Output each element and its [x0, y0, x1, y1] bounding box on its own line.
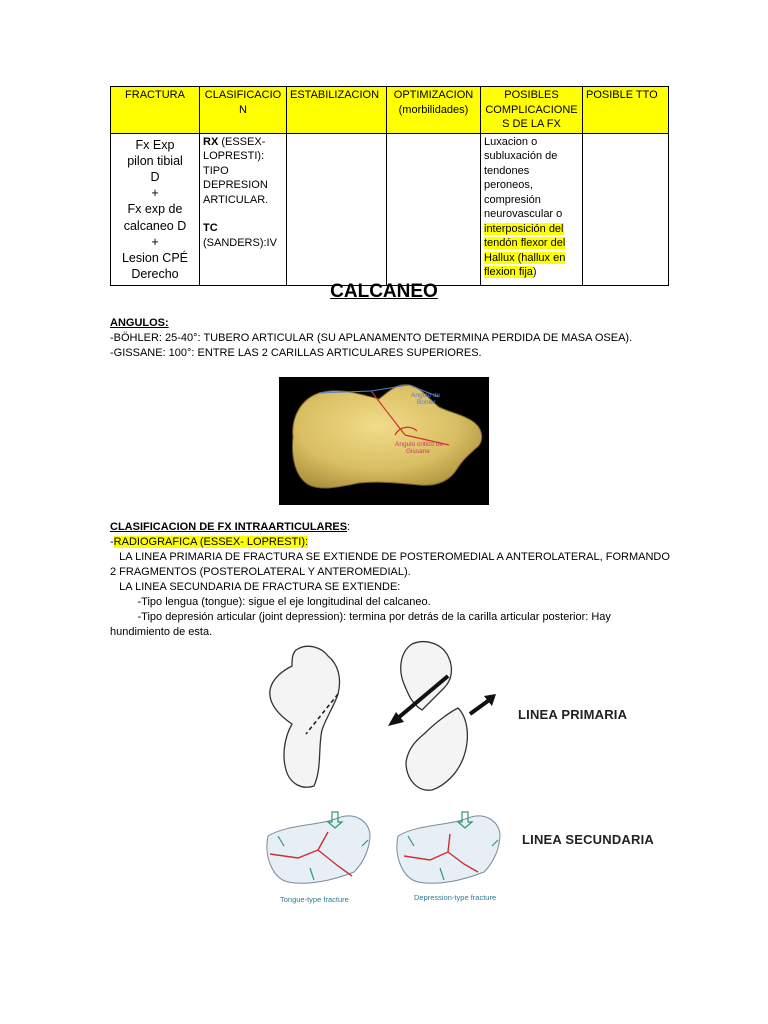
caption-tongue: Tongue-type fracture — [280, 895, 349, 904]
clasif-line: hundimiento de esta. — [110, 626, 213, 638]
fractura-line: Fx Exp — [135, 137, 175, 152]
header-complicaciones: POSIBLES COMPLICACIONE S DE LA FX — [481, 87, 583, 134]
angulos-line-bohler: -BÖHLER: 25-40°: TUBERO ARTICULAR (SU APLANAMENTO DETERMINA PERDIDA DE MASA OSEA). — [110, 332, 633, 344]
rx-text: (ESSEX- — [221, 135, 266, 148]
clasif-line: LA LINEA PRIMARIA DE FRACTURA SE EXTIENDE DE POSTEROMEDIAL A ANTEROLATERAL, FORMANDO — [110, 551, 670, 563]
fractura-line: Fx exp de — [127, 202, 183, 217]
header-estabilizacion: ESTABILIZACION — [287, 87, 387, 134]
label-bohler-2: Bohler — [417, 399, 436, 406]
fractura-line: pilon tibial — [127, 153, 183, 168]
secondary-line-drawing — [258, 806, 508, 912]
clasif-line: -Tipo lengua (tongue): sigue el eje longitudinal del calcaneo. — [110, 596, 431, 608]
clasif-line: DEPRESION — [203, 179, 268, 191]
complic-line: compresión — [484, 193, 541, 206]
label-linea-primaria: LINEA PRIMARIA — [518, 707, 628, 722]
cell-complicaciones — [481, 133, 583, 285]
cell-clasificacion — [200, 133, 287, 285]
complic-line: tendones — [484, 164, 530, 177]
label-gissane-1: Angulo critico de — [395, 441, 444, 448]
complic-highlight: interposición del — [484, 222, 564, 235]
rx-label: RX — [203, 135, 219, 148]
clasif-line: 2 FRAGMENTOS (POSTEROLATERAL Y ANTEROMEDIAL). — [110, 566, 411, 578]
table-row — [111, 133, 669, 285]
tc-label: TC — [203, 222, 218, 234]
label-bohler-1: Angulo de — [411, 392, 441, 399]
header-tto: POSIBLE TTO — [583, 87, 669, 134]
clasificacion-heading-text: CLASIFICACION DE FX INTRAARTICULARES — [110, 521, 348, 533]
clasificacion-heading-suffix: : — [347, 521, 351, 533]
sub-dash: - — [110, 536, 114, 548]
fracture-table — [110, 86, 669, 286]
label-linea-secundaria: LINEA SECUNDARIA — [522, 832, 655, 847]
clasif-line: ARTICULAR. — [203, 193, 269, 206]
complic-line: neurovascular o — [484, 208, 563, 220]
fractura-line: + — [151, 186, 159, 201]
fractura-line: Derecho — [131, 267, 179, 282]
header-clasificacion: CLASIFICACIO N — [200, 87, 287, 134]
complic-line: peroneos, — [484, 179, 533, 191]
angulos-line-gissane: -GISSANE: 100°: ENTRE LAS 2 CARILLAS ARTICULARES SUPERIORES. — [110, 347, 482, 359]
primary-line-figure — [262, 638, 498, 796]
cell-fractura — [111, 133, 200, 285]
tc-text: (SANDERS):IV — [203, 236, 277, 249]
fractura-line: D — [150, 169, 160, 184]
cell-estabilizacion — [287, 133, 387, 285]
complic-line: Luxacion o — [484, 135, 538, 148]
clasif-line: LA LINEA SECUNDARIA DE FRACTURA SE EXTIENDE: — [110, 581, 401, 593]
table-header-row — [111, 87, 669, 134]
secondary-line-figure — [258, 806, 508, 912]
page-title: CALCANEO — [330, 281, 438, 302]
clasificacion-heading — [110, 520, 350, 535]
primary-line-drawing — [262, 638, 498, 796]
complic-end: ) — [532, 266, 537, 278]
complic-highlight: flexion fija — [484, 266, 533, 278]
clasif-rx — [203, 135, 283, 150]
clasif-line: -Tipo depresión articular (joint depression): termina por detrás de la carilla articular posterior: Hay — [110, 611, 611, 623]
label-gissane-2: Gissane — [406, 448, 430, 455]
calcaneus-photo — [279, 377, 489, 505]
angulos-heading — [110, 316, 169, 331]
fractura-line: calcaneo D — [123, 218, 187, 233]
clasif-line: TIPO — [203, 164, 229, 177]
clasificacion-subheading — [110, 535, 308, 550]
calcaneus-bone-illustration — [279, 377, 489, 505]
fractura-line: Lesion CPÉ — [121, 250, 188, 265]
header-fractura: FRACTURA — [111, 87, 200, 134]
complic-highlight: tendón flexor del — [484, 237, 566, 249]
clasif-line: LOPRESTI): — [203, 150, 265, 162]
complic-highlight: Hallux (hallux en — [484, 251, 566, 264]
cell-tto — [583, 133, 669, 285]
cell-optimizacion — [387, 133, 481, 285]
header-optimizacion: OPTIMIZACION (morbilidades) — [387, 87, 481, 134]
angulos-heading-text: ANGULOS: — [110, 317, 169, 329]
complic-line: subluxación de — [484, 150, 558, 162]
subheading-highlight: RADIOGRAFICA (ESSEX- LOPRESTI): — [113, 536, 309, 548]
fractura-line: + — [151, 234, 159, 249]
caption-depression: Depression-type fracture — [414, 893, 497, 902]
